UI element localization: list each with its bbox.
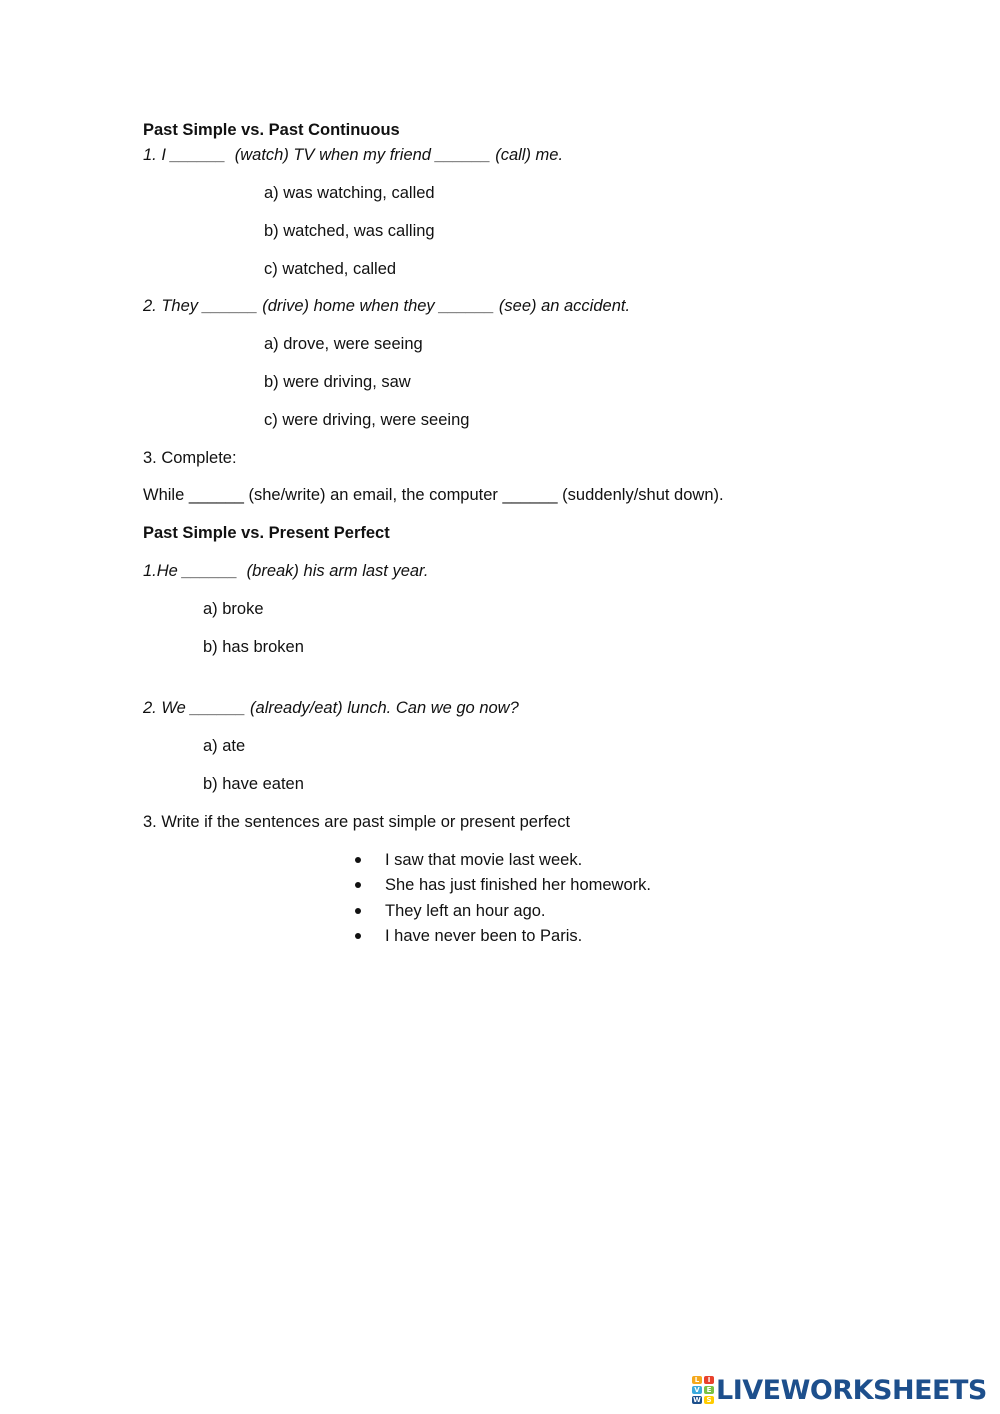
list-item: I have never been to Paris.	[385, 927, 583, 945]
pp-question-1-option-b: b) has broken	[203, 638, 304, 656]
logo-mark-tile: W	[693, 1396, 701, 1404]
liveworksheets-logo-text: LIVEWORKSHEETS	[716, 1374, 987, 1406]
list-item: I saw that movie last week.	[385, 851, 583, 869]
bullet-icon	[355, 933, 361, 939]
list-item: She has just finished her homework.	[385, 876, 651, 894]
question-2-option-a: a) drove, were seeing	[264, 335, 423, 353]
question-1-prompt: 1. I ______ (watch) TV when my friend ______ (call) me.	[143, 146, 564, 164]
question-2-option-c: c) were driving, were seeing	[264, 411, 470, 429]
liveworksheets-logo-icon	[692, 1376, 714, 1404]
logo-mark-tile: L	[692, 1376, 702, 1384]
logo-mark-tile: I	[704, 1376, 714, 1384]
pp-question-2-option-b: b) have eaten	[203, 775, 304, 793]
pp-question-2-option-a: a) ate	[203, 737, 246, 755]
question-3-label: 3. Complete:	[143, 449, 237, 467]
question-2-option-b: b) were driving, saw	[264, 373, 411, 391]
question-2-prompt: 2. They ______ (drive) home when they ______ (see) an accident.	[143, 297, 631, 315]
list-item: They left an hour ago.	[385, 902, 546, 920]
logo-mark-tile: E	[704, 1386, 714, 1394]
bullet-icon	[355, 908, 361, 914]
liveworksheets-logo	[692, 1374, 987, 1406]
pp-question-2-prompt: 2. We ______ (already/eat) lunch. Can we go now?	[143, 699, 519, 717]
bullet-icon	[355, 882, 361, 888]
logo-mark-tile: V	[692, 1386, 702, 1394]
question-1-option-b: b) watched, was calling	[264, 222, 435, 240]
question-1-option-c: c) watched, called	[264, 260, 397, 278]
section-heading-past-continuous: Past Simple vs. Past Continuous	[143, 121, 400, 139]
question-3-prompt: While ______ (she/write) an email, the computer ______ (suddenly/shut down).	[143, 486, 724, 504]
pp-question-3-prompt: 3. Write if the sentences are past simple or present perfect	[143, 813, 571, 831]
logo-mark-tile: S	[704, 1396, 714, 1404]
bullet-icon	[355, 857, 361, 863]
section-heading-present-perfect: Past Simple vs. Present Perfect	[143, 524, 390, 542]
pp-question-1-prompt: 1.He ______ (break) his arm last year.	[143, 562, 429, 580]
pp-question-1-option-a: a) broke	[203, 600, 264, 618]
question-1-option-a: a) was watching, called	[264, 184, 435, 202]
